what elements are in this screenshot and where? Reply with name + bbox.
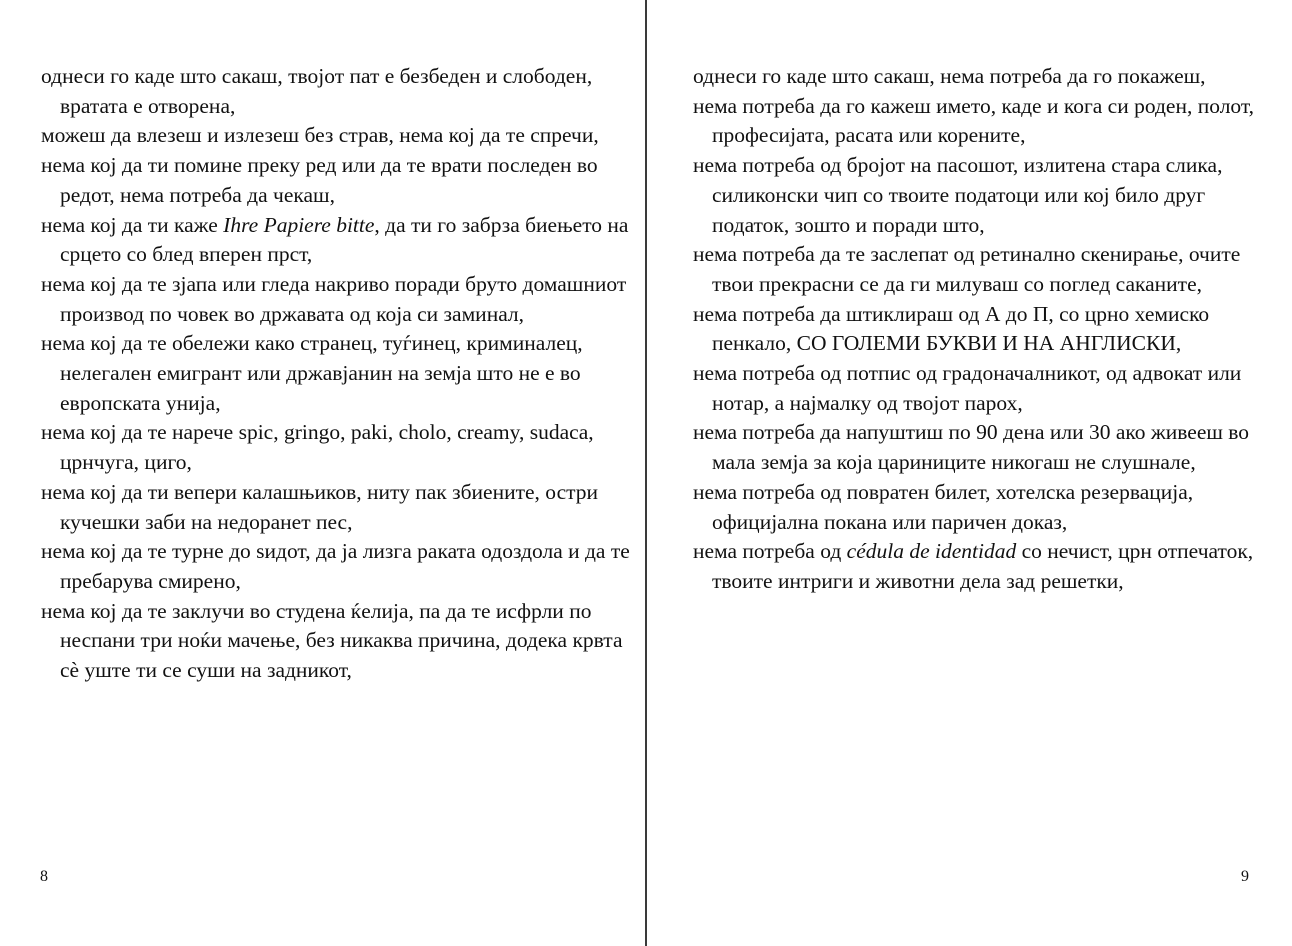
verse-line: нема кој да те нарече spic, gringo, paki, cholo, creamy, sudaca, црнчуга, циго, [41,420,594,475]
verse-line: нема кој да ти помине преку ред или да те врати последен во редот, нема потреба да чекаш, [41,153,598,207]
verse-line [693,537,1283,596]
right-page [648,0,1292,946]
verse-line: нема кој да те турне до ѕидот, да ја лизга раката одоздола и да те пребарува смирено, [41,539,630,593]
page-gutter-divider [645,0,647,946]
verse-line: нема потреба од потпис од градоначалникот, од адвокат или нотар, а најмалку од твојот парох, [693,361,1242,415]
verse-line: однеси го каде што сакаш, твојот пат е безбеден и слободен, вратата е отворена, [41,64,593,118]
verse-line [41,211,631,270]
italic-phrase: cédula de identidad [846,539,1017,564]
page-number: 9 [1241,868,1249,885]
verse-line: нема кој да те обележи како странец, туѓинец, криминалец, нелегален емигрант или државјанин на земја што не е во европската унија, [41,331,583,415]
verse-line: нема потреба да те заслепат од ретинално скенирање, очите твои прекрасни се да ги милуваш со поглед саканите, [693,242,1241,296]
verse-text: нема потреба од [693,539,847,564]
verse-line: можеш да влезеш и излезеш без страв, нема кој да те спречи, [41,123,599,148]
verse-text: со нечист, црн отпечаток, твоите интриги и животни дела зад решетки, [712,539,1254,593]
verse-line: нема потреба од повратен билет, хотелска резервација, официјална покана или паричен доказ, [693,479,1194,534]
right-poem-text [693,62,1283,597]
verse-line: нема потреба да напуштиш по 90 дена или 30 ако живееш во мала земја за која цариниците никогаш не слушнале, [693,420,1250,475]
verse-text: , да ти го забрза биењето на срцето со блед вперен прст, [60,212,629,267]
verse-line: нема потреба да штиклираш од А до П, со црно хемиско пенкало, СО ГОЛЕМИ БУКВИ И НА АНГЛИСКИ, [693,301,1210,356]
verse-text: нема кој да ти каже [41,212,224,237]
verse-line: однеси го каде што сакаш, нема потреба да го покажеш, [693,64,1206,88]
verse-line: нема кој да ти вепери калашњиков, ниту пак збиените, остри кучешки заби на недоранет пес, [41,479,599,534]
italic-phrase: Ihre Papiere bitte [223,212,375,237]
verse-line: нема кој да те зјапа или гледа накриво поради бруто домашниот производ по човек во државата од која си заминал, [41,271,627,326]
verse-line: нема потреба од бројот на пасошот, излитена стара слика, силиконски чип со твоите податоци или кој било друг податок, зошто и поради што, [693,153,1223,237]
verse-line: нема потреба да го кажеш името, каде и кога си роден, полот, професијата, расата или корените, [693,93,1255,148]
verse-line: нема кој да те заклучи во студена ќелија, па да те исфрли по неспани три ноќи мачење, без никаква причина, додека крвта сè уште ти се суши на задникот, [41,598,623,683]
left-poem-text [41,62,631,686]
page-number: 8 [40,868,48,885]
